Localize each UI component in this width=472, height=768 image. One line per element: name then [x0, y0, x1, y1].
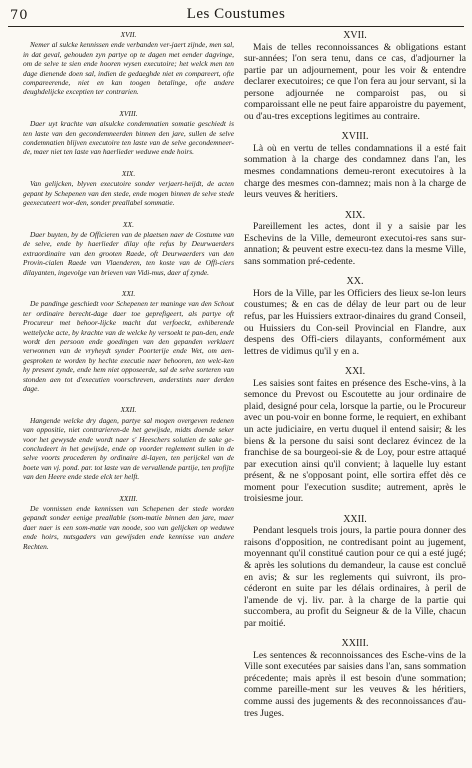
article-number: XVII. [343, 30, 367, 41]
article-number: XVIII. [341, 131, 369, 143]
article-xxiii-fr [244, 638, 466, 719]
article-text: Pareillement les actes, dont il y a saisie par les Eschevins de la Ville, demeuront executoi-res sans sur-annation; & peuvent estre execu-tez dans la mesme Ville, sans sommation pré-cedente. [244, 221, 466, 267]
header-rule [8, 26, 464, 27]
article-text: De vonnissen ende kennissen van Schepenen der stede worden gepandt sonder eenige preallable (som-matie binnen den jare, maer daer naer is een som-matie van noode, soo van gelijcken op weduwe ende hoirs, nutsgaders van gewijsden ende kennisse van andere Rechten. [23, 504, 234, 551]
article-text: Là où en vertu de telles condamnations il a esté fait sommation à la charge des condamnez dans l'an, les mesmes condamnations demeu-reront executoires à la charge des mesmes con-damnez; mais non à la charge de leurs veuves & heritiers. [244, 142, 466, 201]
article-number: XIX. [121, 168, 136, 178]
page-number: 70 [10, 8, 29, 23]
article-xx-fr [244, 276, 466, 357]
article-text: Van gelijcken, blyven executoire sonder verjaert-heijdt, de acten gepant by Schepenen van den stede, ende mogen binnen de selve stede geexecuteert wor-den, sonder preallabel sommatie. [23, 179, 234, 208]
article-number: XXII. [343, 513, 367, 525]
article-xviii-fr [244, 131, 466, 200]
article-text: Les sentences & reconnoissances des Esche-vins de la Ville sont executées par saisies dans l'an, sans sommation précedente; mais après il est besoin d'une sommation; comme pareille-ment sur les veuves & les héritiers, comme aussi des jugements & des reconnoissances d'au-tres Juges. [244, 649, 466, 719]
article-text: Nemer al sulcke kennissen ende verbanden ver-jaert zijnde, men sal, in dat geval, gehouden zyn partye op te dagen met eender dagvinge, om de selve te sien ende hooren wysen executoire; het welck men ten dage dienende doen sal, indien de gedaeghde niet en compareert, ofte compareerende, niet en kan toogen betalinge, ofte andere deughdelijcke exceptien ter contrarien. [23, 40, 234, 97]
article-text: Pendant lesquels trois jours, la partie poura donner des raisons d'opposition, ne contredisant point au jugement, moyennant qu'il constitué caution pour ce qui a esté jugé; & après les solutions du demandeur, la cause est concluë en avis; & sur les reglements qui suivront, ils pro-céderont en suite par les délais ordinaires, à peril de l'amende de vj. liv. par. à la charge de la partie qui succombera, au profit du Seigneur & de la Ville, chacun par moitié. [244, 525, 466, 629]
article-xviii-nl [23, 109, 234, 157]
article-text: De pandinge geschiedt voor Schepenen ter maninge van den Schout ter ordinaire berecht-dage daer toe geprefigeert, als partye oft Procureur met behoor-lijcke macht dat verfoeckt, exhiberende wettelycke acte, by krachte van de welcke hy versoekt te pan-den, ende wordt den persoon ende goedingen van den gepanden verklaert verwonnen van de vryheydt synder Poorterije ende Wet, om aen-gesproken te worden by hechte executie naer behooren, ten welc-ken hy present zynde, ende hem niet opposeerde, sal de selve sorteren van stonden aen tot d'executien voorschreven, anderstints naer derden dage. [23, 299, 234, 393]
article-xxii-fr [244, 514, 466, 629]
page-header [10, 6, 462, 28]
article-xix-nl [23, 169, 234, 208]
article-xvii-fr [244, 30, 466, 122]
article-xxi-nl [23, 289, 234, 393]
article-number: XXI. [121, 288, 136, 298]
article-text: Hangende welcke dry dagen, partye sal mogen overgeven redenen van oppositie, niet contrarieren-de het gewijsde, midts doende seker voor het gewysde ende wordt naer s' Heeschers solutien de sake ge-concludeert in het gewijsde, ende op voorder reglement sullen in de selve voorts procederen by ordinaire di-layen, ten perijckel van de boete van vj. pond. par. tot laste van de vervallende partije, ten profijte van den Heere ende stede elck ter helft. [23, 415, 234, 482]
article-xvii-nl [23, 30, 234, 97]
article-number: XVIII. [119, 108, 138, 118]
article-number: XX. [346, 276, 364, 288]
article-number: XVII. [120, 30, 137, 39]
article-number: XX. [123, 219, 134, 229]
article-xxii-nl [23, 405, 234, 481]
article-xxi-fr [244, 366, 466, 505]
article-xx-nl [23, 220, 234, 277]
french-column [244, 30, 466, 728]
article-text: Daer uyt krachte van alsulcke condemnatien somatie geschiedt is ten laste van den gecondemneerden binnen den jare, sullen de selve condemnatien blijven executoire ten laste van de selve gecondemneer-de, maer niet ten laste van haerlieder weduwe ende hoirs. [23, 119, 234, 157]
dutch-column [23, 30, 234, 563]
article-text: Daer buyten, by de Officieren van de plaetsen naer de Costume van de selve, ende by haerlieder dilay ofte refus by Deurwaerders extraordinaire van den grooten Raede, oft Deurwaerders van den Provin-cialen Raede van Vlaenderen, ten koste van de Offi-ciers dilayanten, ingevolge van brieven van Vidi-mus, daer af zynde. [23, 229, 234, 277]
article-xxiii-nl [23, 494, 234, 551]
article-xix-fr [244, 210, 466, 268]
article-text: Les saisies sont faites en présence des Esche-vins, à la semonce du Prevost ou Escoutette au jour ordinaire de plaid, designé pour cela, lorsque la partie, ou le Procureur avec un pou-voir en bonne forme, le requiert, en exhibant un acte judiciaire, en vertu duquel il entend saisir; & les biens & la persone du saisi sont declarez évincez de la franchise de sa bourgeoi-sie & de Loy, pour estre attaqué par execution ainsi qu'il convient; à laquelle luy estant présent, & ne s'opposant point, elle sortira effet dès ce moment pour l'execution susdite; autrement, après le troisiesme jour. [244, 377, 466, 505]
article-text: Mais de telles reconnoissances & obligations estant sur-années; l'on sera tenu, dans ce cas, d'adjourner la partie par un adjournement, pour les voir & entendre declarer executoires; ce que l'on fera au jour servant, si la persone adjournée ne comparoist pas, ou si comparoissant elle ne peut faire apparoistre du payement, ou d'au-tres exceptions legitimes au contraire. [244, 41, 466, 122]
article-number: XXIII. [119, 493, 138, 503]
article-number: XXI. [344, 366, 366, 378]
article-text: Hors de la Ville, par les Officiers des lieux se-lon leurs coustumes; & en cas de délay de leur part ou de leur refus, par les Huissiers extraor-dinaires du grand Conseil, ou Huissiers du Con-seil Provincial en Flandre, aux despens des Offi-ciers dilayants, conformément aux lettres de vidimus qu'il y en a. [244, 287, 466, 357]
article-number: XIX. [344, 209, 366, 221]
article-number: XXIII. [341, 638, 369, 650]
article-number: XXII. [120, 405, 137, 415]
running-title: Les Coustumes [186, 6, 286, 22]
